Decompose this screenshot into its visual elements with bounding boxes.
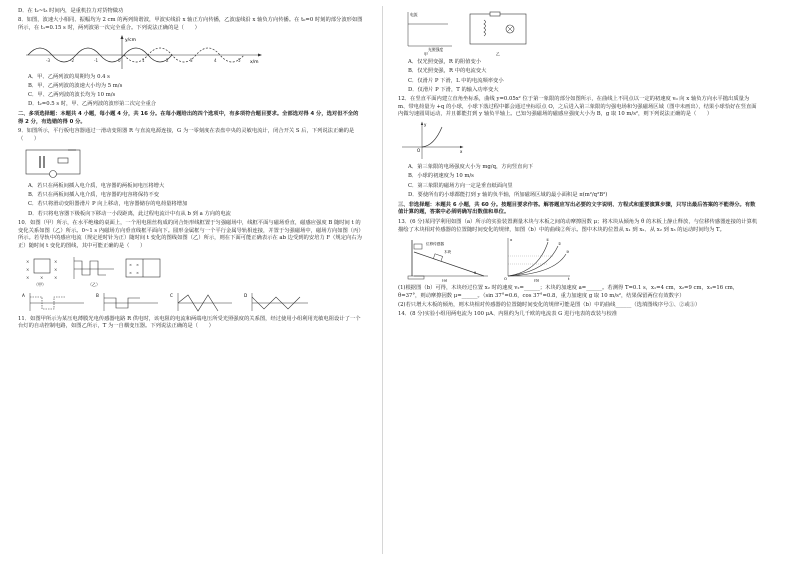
incline-experiment-figure	[398, 236, 578, 282]
svg-text:×: ×	[26, 274, 30, 280]
axis-t-label: t	[568, 276, 570, 282]
figure-jia	[26, 259, 57, 287]
q8-stem: 8．如图，波速大小相同、振幅均为 2 cm 的两列简谐波，甲波实线沿 x 轴正方向传播，乙波虚线沿 x 轴负方向传播。在 t₀=0 时刻的部分波形如图所示，在 t₁=0.15 s 时，两列波第一次完全重合。下列说法正确的是（ ）	[18, 17, 363, 31]
q8-option-d: D．t₂=0.5 s 时，甲、乙两列波的波形第二次完全重合	[28, 101, 157, 108]
svg-text:×: ×	[136, 270, 140, 275]
q11-option-a: A．仅光照变强，R 的阻值变小	[408, 59, 482, 65]
q13-stem: 13．(6 分)某同学利用如图（a）所示的实验装置测量木块与木板之间的动摩擦因数 μ；将木块从倾角为 θ 的木板上静止释放，与位移传感器连接的计算机描绘了木块相对传感器的位置随时间变化的规律，如图（b）中的曲线②所示。图中木块的位置从 x₁ 到 x₂、从 x₂ 到 x₃ 的运动时间均为 T。	[398, 218, 758, 233]
q12-option-a: A．第三象限的电场强度大小为 mg/q，方向竖直向下	[408, 164, 534, 171]
svg-text:×: ×	[26, 266, 30, 272]
option-label-b: B	[96, 292, 99, 298]
axis-label-x: x	[460, 149, 463, 155]
option-label-c: C	[170, 292, 173, 298]
label-yi-top: 乙	[496, 51, 500, 56]
wave-figure	[18, 35, 268, 71]
label-block: 木块	[444, 250, 452, 255]
label-sensor: 位移传感器	[426, 242, 444, 247]
origin-label: O	[417, 148, 421, 154]
magnetic-field-figures	[18, 253, 318, 313]
q9-option-c: C．若只将滑动变阻器滑片 P 向上移动，电容器储存的电荷量将增加	[28, 201, 188, 208]
svg-text:×: ×	[40, 274, 44, 280]
wave-tick: 2	[166, 57, 169, 63]
option-label-a: A	[22, 292, 25, 298]
svg-text:×: ×	[129, 270, 133, 275]
q9-stem: 9．如图所示，平行板电容器通过一滑动变阻器 R 与直流电源连接，G 为一零刻度在表盘中央的灵敏电流计，闭合开关 S 后，下列说法正确的是（ ）	[18, 128, 355, 143]
label-light: 光照强度	[428, 47, 444, 52]
figure-b-position-time	[504, 237, 570, 282]
label-theta: θ	[474, 271, 477, 276]
svg-text:×: ×	[54, 258, 58, 264]
q12-stem: 12．在竖直平面内建立直角坐标系，曲线 y=0.05x² 位于第一象限的部分如图所示，在曲线上不同点以一定的初速度 v₀ 向 x 轴负方向水平抛出质量为 m、带电荷量为 +q 的小球，小球下落过程中都会通过坐标原点 O，之后进入第三象限的匀强电场和匀强磁场区域（图中未画出），结果小球恰好在竖直面内做匀速圆周运动，并且都能打到 y 轴负半轴上。已知匀强磁场的磁感应强度大小为 B，g 取 10 m/s²，则下列说法正确的是（ ）	[398, 96, 757, 118]
curve-label-1: ①	[546, 238, 550, 243]
svg-text:×: ×	[129, 262, 133, 267]
section-3-heading: 三、非选择题：本题共 6 小题，共 60 分。按题目要求作答。解答题应写出必要的文字说明、方程式和重要演算步骤，只写出最后答案的不能得分。有数值计算的题，答案中必须明确写出数值和单位。	[398, 201, 756, 216]
wave-tick: 4	[214, 57, 217, 63]
wave-tick: 3	[190, 57, 193, 63]
origin-label-b: O	[504, 276, 507, 282]
q11-stem: 11．如图甲所示为某压电薄膜光电传感器电路 R 供电时，该电阻的电流和两端电压所受光照强度的关系图，经过使用小组利用光敏电阻设计了一个台灯的自动控制电路，如图乙所示，T 为一自耦变压器。下列说法正确的是（ ）	[18, 315, 361, 330]
wave-axis-y: y/cm	[125, 37, 137, 43]
figure-lamp-circuit	[470, 12, 526, 56]
q10-stem: 10．如图（甲）所示，在水平绝缘的桌面上，一个用电阻丝构成的闭合矩形线框置于匀强磁场中，线框平面与磁场垂直，磁感应强度 B 随时间 t 的变化关系如图（乙）所示。0~1 s 内磁场方向垂直线框平面向下。圆形金属框与一个平行金属导轨相连接，并置于匀强磁场中，磁场方向如图（丙）所示。若导轨中的感应电流（规定逆时针为正）随时间 t 变化的图线如图（乙）所示，则在下面可能正确表示在 ab 边受到的安培力 F（规定向右为正）随时间 t 变化的图线，其中可能正确的是（ ）	[18, 219, 362, 249]
q9-option-b: B．若只在两板间插入电介质，电容器的电容将保持不变	[28, 192, 160, 199]
q9-option-d: D．若只将电容器下极板向下移动一小段距离，此过程电流计中有从 b 到 a 方向的电流	[28, 210, 231, 217]
figure-a-incline	[408, 240, 488, 282]
q9-option-a: A．若只在两板间插入电介质，电容器的两板间电压将增大	[28, 182, 165, 189]
label-current: 电流	[410, 12, 418, 17]
wave-tick: -2	[70, 57, 74, 63]
q11-option-b: B．仅光照变强，R 中的电流变大	[408, 68, 487, 75]
option-graph-a	[22, 293, 84, 311]
option-graph-d	[244, 293, 308, 311]
section-2-heading: 二、多项选择题：本题共 4 小题，每小题 4 分，共 16 分。在每小题给出的四个选项中，有多项符合题目要求。全部选对得 4 分，选对但不全的得 2 分，有选错的得 0 分。	[18, 111, 359, 125]
q11-option-c: C．仅滑片 P 下滑，L 中的电流频率变小	[408, 77, 504, 84]
label-jia-top: 甲	[424, 51, 428, 56]
curve-label-2: ②	[558, 242, 562, 247]
q14-stem: 14．(8 分)实验小组用两电流为 100 μA、内阻约为几千欧的电流表 G 进行电表的改装与校准	[398, 311, 618, 318]
svg-text:×: ×	[26, 258, 30, 264]
wave-tick: -3	[46, 57, 50, 63]
column-divider	[382, 6, 383, 554]
svg-text:×: ×	[136, 262, 140, 267]
q12-option-d: D．要使所有的小球都能打到 y 轴的负半轴，所加磁场区域的最小面积是 π(m²/q²B²)	[408, 191, 608, 198]
figure-yi	[74, 257, 114, 287]
axis-label-y: y	[424, 122, 427, 128]
left-column	[18, 8, 363, 332]
capacitor-circuit-figure	[18, 146, 98, 180]
svg-text:×: ×	[54, 266, 58, 272]
option-label-d: D	[244, 292, 248, 298]
q7-option-d: D．在 t₂~t₃ 时间内，是重机拉力对货物做功	[18, 8, 124, 14]
label-fig-b: (b)	[534, 277, 540, 283]
wave-tick: 0	[118, 57, 121, 63]
option-graph-c	[170, 293, 232, 311]
right-column	[398, 8, 760, 321]
axis-x-label: x	[510, 237, 513, 243]
option-graph-b	[96, 293, 158, 311]
wave-tick: 1	[142, 57, 145, 63]
label-yi: （乙）	[88, 281, 100, 287]
q13-part-2: (2)若只增大木板的倾角，则木块相对传感器的位置随时间变化的规律可能是图（b）中的曲线______（选填图线序号①、②或③）	[398, 302, 701, 309]
wave-tick: 5	[238, 57, 241, 63]
figure-bing	[126, 259, 160, 277]
photoresistor-figures	[398, 10, 538, 56]
label-jia: （甲）	[34, 281, 46, 287]
curve-label-3: ③	[566, 250, 570, 255]
figure-current-vs-light	[408, 12, 452, 56]
svg-text:×: ×	[54, 274, 58, 280]
q12-option-c: C．第三象限的磁场方向一定是垂直纸面向里	[408, 182, 513, 189]
label-fig-a: (a)	[442, 277, 448, 283]
q8-option-c: C．甲、乙两列波的波长均为 10 m/s	[28, 92, 116, 99]
parabola-figure	[398, 121, 468, 161]
q13-part-1: (1)根据图（b）可得，木块经过位置 x₂ 时的速度 v₂=______；木块的加速度 a=______。若测得 T=0.1 s，x₁=4 cm，x₂=9 cm，x₃=16 cm，θ=37°，则动摩擦因数 μ=______。（sin 37°=0.6，cos 37°=0.8，重力加速度 g 取 10 m/s²，结果保留两位有效数字）	[398, 285, 739, 299]
q11-option-d: D．仅滑片 P 下滑，T 的输入功率变大	[408, 86, 499, 93]
wave-tick: -1	[94, 57, 98, 63]
q8-option-b: B．甲、乙两列波的波速大小均为 5 m/s	[28, 82, 123, 89]
q8-option-a: A．甲、乙两列波的周期均为 0.4 s	[28, 73, 110, 80]
q12-option-b: B．小球的初速度为 10 m/s	[408, 173, 474, 180]
wave-axis-x: x/m	[250, 59, 259, 65]
